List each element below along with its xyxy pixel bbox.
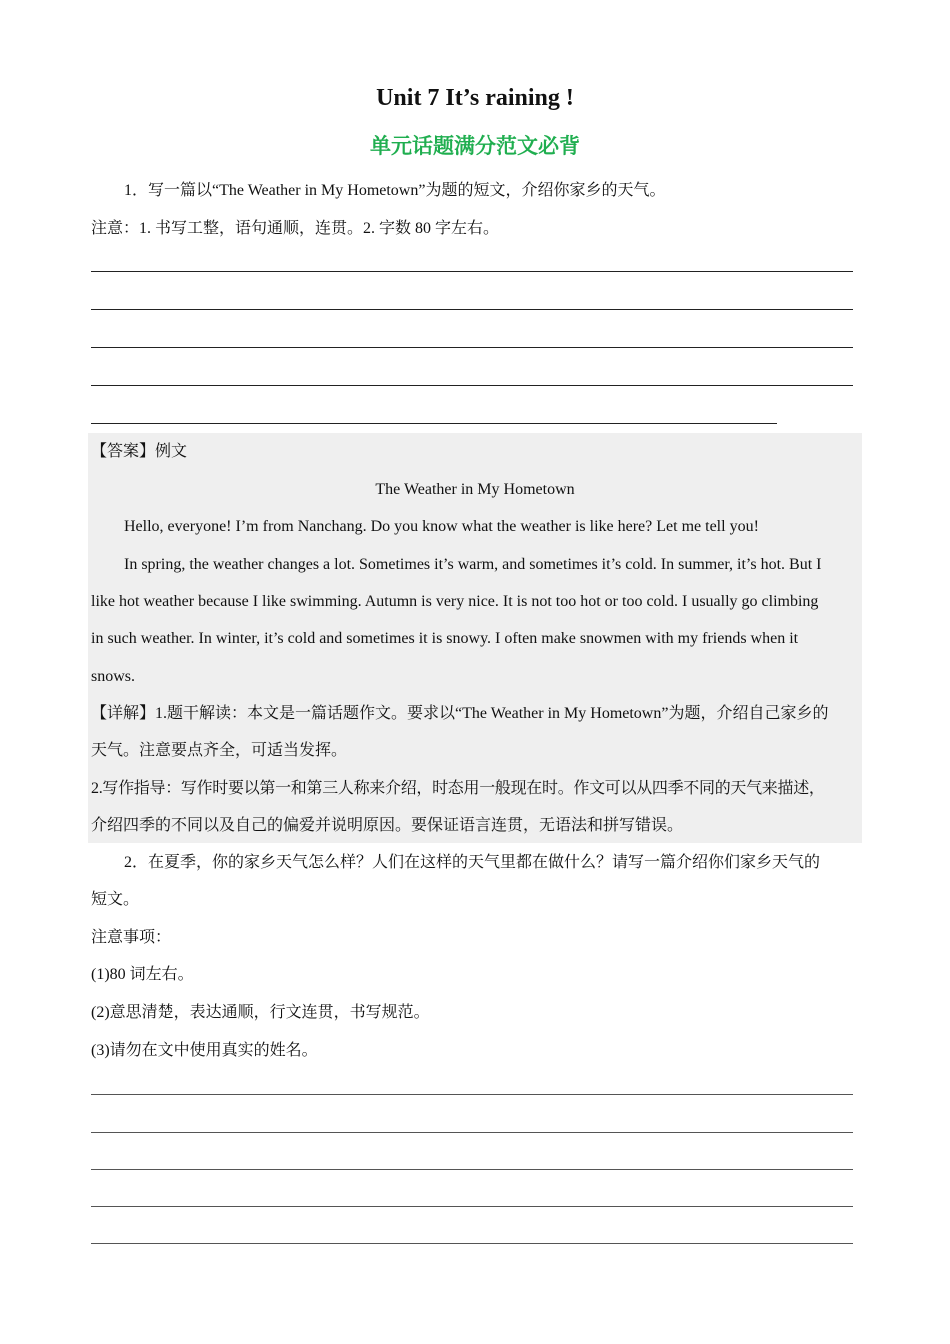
- note-item-2: (2)意思清楚，表达通顺，行文连贯，书写规范。: [91, 1004, 430, 1021]
- essay-paragraph-2-line: in such weather. In winter, it’s cold and sometimes it is snowy. I often make snowmen with my friends when it: [91, 630, 799, 647]
- writing-line: [91, 385, 853, 386]
- answer-label: 【答案】例文: [91, 443, 188, 460]
- writing-line: [91, 1094, 853, 1095]
- note-item-3: (3)请勿在文中使用真实的姓名。: [91, 1042, 318, 1059]
- essay-paragraph-1: Hello, everyone! I’m from Nanchang. Do you know what the weather is like here? Let me tell you!: [124, 518, 759, 535]
- writing-line: [91, 1243, 853, 1244]
- writing-line: [91, 309, 853, 310]
- note-item-1: (1)80 词左右。: [91, 966, 194, 983]
- writing-line: [91, 271, 853, 272]
- page-title: Unit 7 It’s raining !: [376, 85, 574, 111]
- essay-paragraph-2-line: like hot weather because I like swimming. Autumn is very nice. It is not too hot or too cold. I usually go climbing: [91, 593, 819, 610]
- page-subtitle: 单元话题满分范文必背: [370, 134, 580, 158]
- question-1-note: 注意：1. 书写工整，语句通顺，连贯。2. 字数 80 字左右。: [91, 220, 500, 237]
- writing-line: [91, 1132, 853, 1133]
- writing-line: [91, 1169, 853, 1170]
- essay-paragraph-2-line: In spring, the weather changes a lot. Sometimes it’s warm, and sometimes it’s cold. In summer, it’s hot. But I: [124, 556, 822, 573]
- essay-title: The Weather in My Hometown: [375, 481, 575, 498]
- question-2-prompt: 2．在夏季，你的家乡天气怎么样？人们在这样的天气里都在做什么？请写一篇介绍你们家乡天气的: [124, 854, 821, 871]
- detail-line: 【详解】1.题干解读：本文是一篇话题作文。要求以“The Weather in My Hometown”为题，介绍自己家乡的: [91, 705, 829, 722]
- question-2-prompt-cont: 短文。: [91, 891, 140, 908]
- detail-line: 2.写作指导：写作时要以第一和第三人称来介绍，时态用一般现在时。作文可以从四季不同的天气来描述，: [91, 780, 825, 797]
- detail-line: 天气。注意要点齐全，可适当发挥。: [91, 742, 348, 759]
- writing-line: [91, 347, 853, 348]
- notes-title: 注意事项：: [91, 929, 172, 946]
- writing-line: [91, 423, 777, 424]
- writing-line: [91, 1206, 853, 1207]
- essay-paragraph-2-line: snows.: [91, 668, 136, 685]
- question-1-prompt: 1．写一篇以“The Weather in My Hometown”为题的短文，介绍你家乡的天气。: [124, 182, 666, 199]
- detail-line: 介绍四季的不同以及自己的偏爱并说明原因。要保证语言连贯，无语法和拼写错误。: [91, 817, 684, 834]
